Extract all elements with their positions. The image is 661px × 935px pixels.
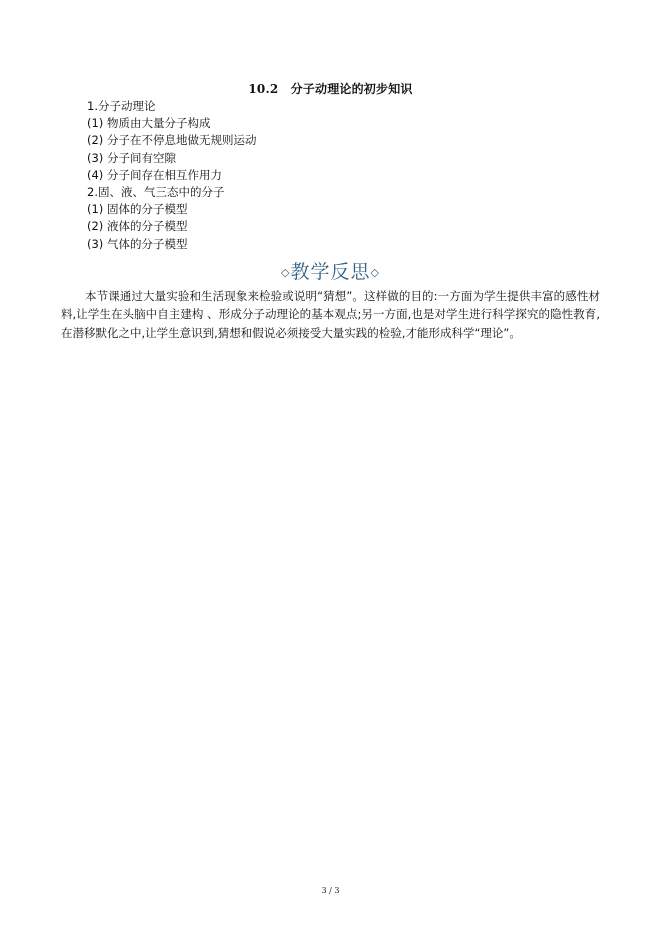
section-title: 10.2 分子动理论的初步知识	[248, 82, 413, 96]
outline-item: (4) 分子间存在相互作用力	[87, 167, 222, 182]
reflection-heading-text: 教学反思	[290, 261, 371, 283]
outline-item: (2) 液体的分子模型	[87, 219, 188, 234]
outline-item: (1) 固体的分子模型	[87, 202, 188, 217]
outline-item: (3) 气体的分子模型	[87, 236, 188, 251]
diamond-icon: ◇	[370, 266, 380, 279]
diamond-icon: ◇	[281, 266, 291, 279]
page-number: 3 / 3	[321, 886, 340, 895]
outline-item: 2.固、液、气三态中的分子	[87, 184, 225, 199]
reflection-heading	[0, 259, 661, 286]
reflection-paragraph: 本节课通过大量实验和生活现象来检验或说明“猜想”。这样做的目的:一方面为学生提供丰富的感性材料,让学生在头脑中自主建构 、形成分子动理论的基本观点;另一方面,也是对学生进行科学探究的隐性教育,在潜移默化之中,让学生意识到,猜想和假说必须接受大量实践的检验,才能形成科学“理论”。	[61, 289, 600, 340]
outline-item: (2) 分子在不停息地做无规则运动	[87, 133, 257, 148]
knowledge-outline	[87, 98, 487, 253]
outline-item: (1) 物质由大量分子构成	[87, 116, 211, 131]
outline-item: 1.分子动理论	[87, 99, 156, 113]
outline-item: (3) 分子间有空隙	[87, 150, 176, 165]
